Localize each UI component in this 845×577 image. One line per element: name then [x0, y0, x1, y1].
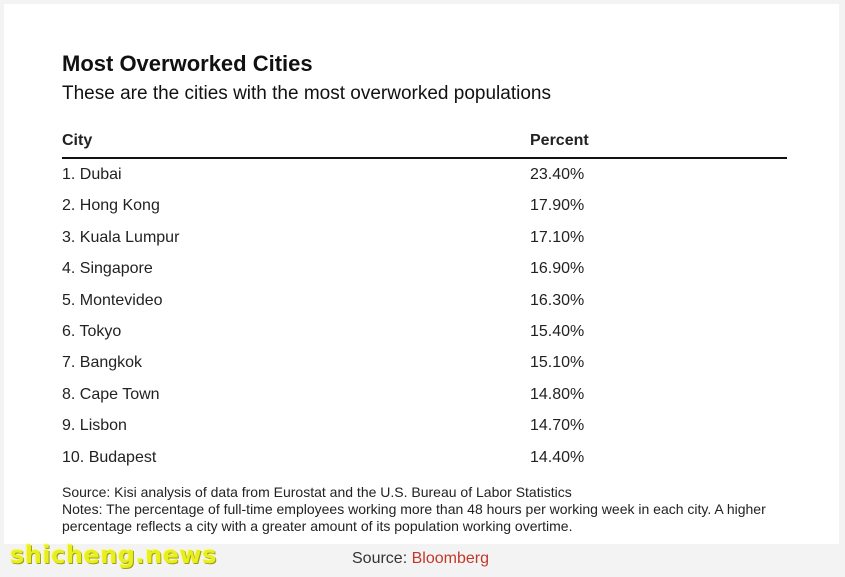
table-row	[62, 347, 787, 378]
notes-text: Notes: The percentage of full-time employees working more than 48 hours per working week in each city. A higher percentage reflects a city with a greater amount of its population working overtime.	[62, 501, 766, 534]
footnotes	[62, 484, 802, 535]
cell-percent: 16.90%	[530, 260, 585, 278]
table-row	[62, 285, 787, 316]
cell-percent: 23.40%	[530, 166, 585, 183]
cell-city: 10. Budapest	[62, 448, 157, 466]
cell-city: 8. Cape Town	[62, 385, 160, 403]
chart-subtitle: These are the cities with the most overworked populations	[62, 83, 551, 104]
cell-percent: 14.70%	[530, 417, 585, 435]
cell-percent: 14.80%	[530, 385, 585, 403]
cell-city: 1. Dubai	[62, 166, 122, 183]
table-row	[62, 379, 787, 410]
image-credit	[352, 550, 489, 568]
credit-link-bloomberg[interactable]: Bloomberg	[411, 550, 489, 567]
table-row	[62, 222, 787, 253]
cell-percent: 16.30%	[530, 291, 585, 309]
data-table	[62, 128, 787, 473]
chart-card	[4, 4, 839, 544]
cell-city: 3. Kuala Lumpur	[62, 228, 180, 246]
table-row	[62, 442, 787, 473]
cell-percent: 17.90%	[530, 197, 585, 215]
source-note: Source: Kisi analysis of data from Eurostat and the U.S. Bureau of Labor Statistics	[62, 484, 572, 500]
cell-city: 9. Lisbon	[62, 417, 127, 435]
cell-city: 2. Hong Kong	[62, 197, 160, 215]
watermark-logo: shicheng.news	[10, 541, 217, 569]
cell-percent: 14.40%	[530, 448, 585, 466]
cell-percent: 15.40%	[530, 322, 585, 340]
cell-city: 5. Montevideo	[62, 291, 163, 309]
table-row	[62, 159, 787, 190]
column-header-city: City	[62, 132, 93, 149]
table-header	[62, 128, 787, 159]
chart-title: Most Overworked Cities	[62, 51, 313, 76]
cell-percent: 15.10%	[530, 354, 585, 372]
table-row	[62, 410, 787, 441]
table-row	[62, 253, 787, 284]
cell-city: 4. Singapore	[62, 260, 153, 278]
cell-city: 6. Tokyo	[62, 322, 122, 340]
table-row	[62, 316, 787, 347]
table-row	[62, 190, 787, 221]
table-body	[62, 159, 787, 473]
column-header-percent: Percent	[530, 132, 589, 149]
credit-label: Source:	[352, 550, 412, 567]
cell-percent: 17.10%	[530, 228, 585, 246]
cell-city: 7. Bangkok	[62, 354, 143, 372]
